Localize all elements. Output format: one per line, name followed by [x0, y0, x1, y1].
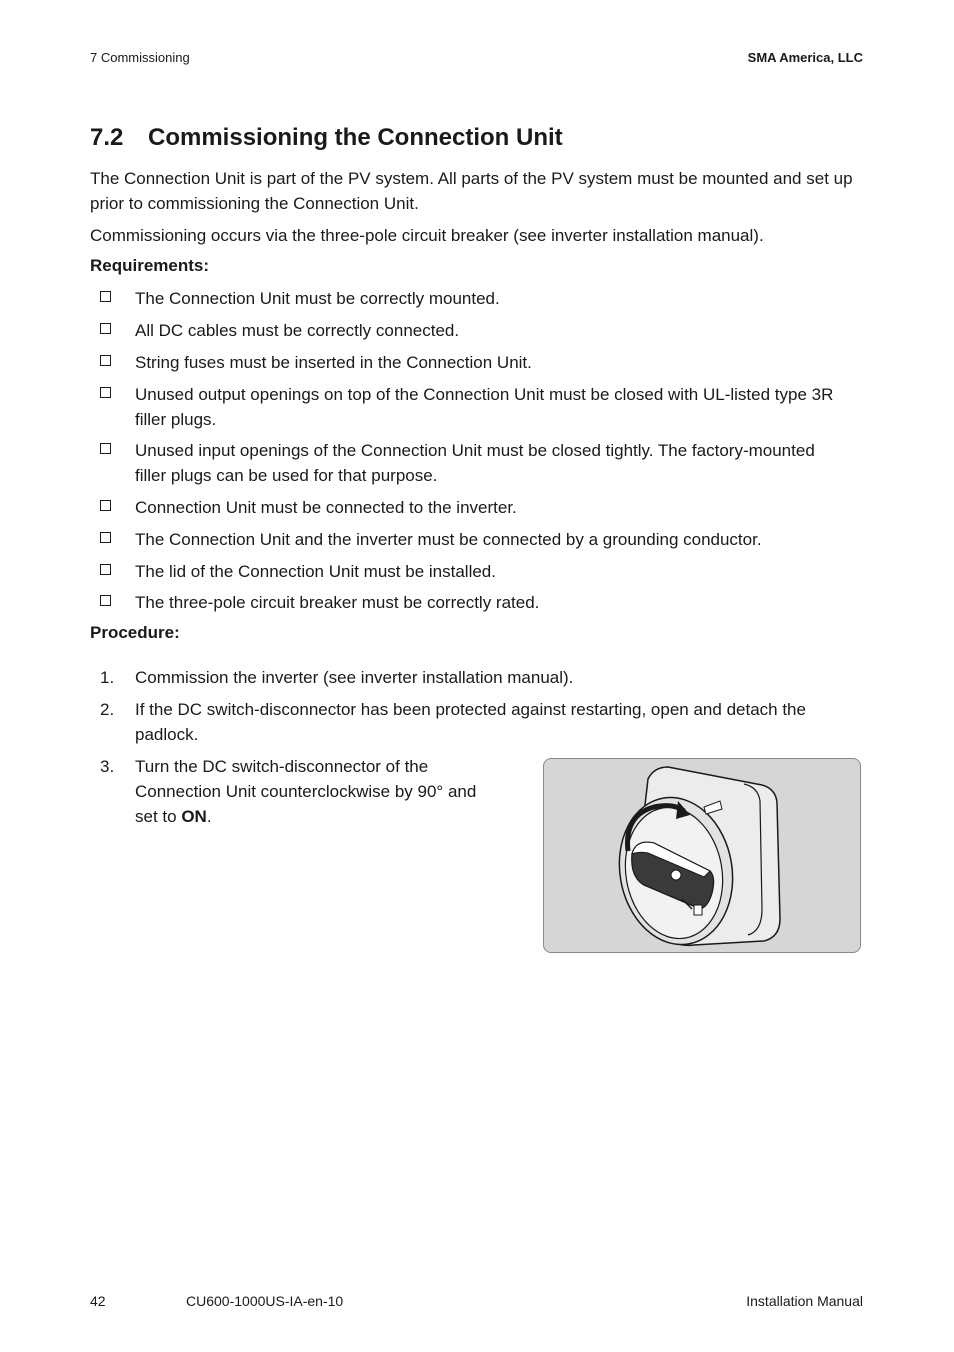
requirement-text: All DC cables must be correctly connected.	[135, 321, 460, 340]
step-text: Commission the inverter (see inverter installation manual).	[135, 668, 574, 687]
step-number: 2.	[100, 700, 115, 719]
procedure-step	[100, 697, 840, 747]
checkbox-icon	[100, 595, 111, 606]
footer-page-number: 42	[90, 1293, 106, 1309]
requirement-text: Connection Unit must be connected to the inverter.	[135, 498, 517, 517]
intro-paragraph-2: Commissioning occurs via the three-pole circuit breaker (see inverter installation manual).	[90, 226, 764, 245]
requirements-heading: Requirements:	[90, 256, 210, 275]
requirement-text: The Connection Unit must be correctly mounted.	[135, 289, 500, 308]
checkbox-icon	[100, 532, 111, 543]
step-number: 1.	[100, 668, 115, 687]
footer-manual-title: Installation Manual	[746, 1293, 863, 1309]
section-title-text: Commissioning the Connection Unit	[148, 124, 563, 151]
procedure-step	[100, 754, 500, 829]
requirement-text: Unused output openings on top of the Connection Unit must be closed with UL-listed type 3R filler plugs.	[135, 385, 834, 429]
checkbox-icon	[100, 564, 111, 575]
step-text: If the DC switch-disconnector has been protected against restarting, open and detach the padlock.	[135, 700, 806, 744]
checkbox-icon	[100, 387, 111, 398]
switch-illustration	[543, 758, 861, 953]
requirement-text: Unused input openings of the Connection Unit must be closed tightly. The factory-mounted filler plugs can be used for that purpose.	[135, 441, 815, 485]
requirement-item	[100, 382, 840, 432]
requirement-text: The lid of the Connection Unit must be installed.	[135, 562, 496, 581]
section-title	[90, 124, 563, 152]
intro-paragraph-1: The Connection Unit is part of the PV system. All parts of the PV system must be mounted and set up prior to commissioning the Connection Unit.	[90, 169, 853, 213]
checkbox-icon	[100, 355, 111, 366]
checkbox-icon	[100, 443, 111, 454]
requirement-item	[100, 590, 840, 615]
step-text-part: .	[206, 807, 212, 826]
requirement-item	[100, 438, 840, 488]
procedure-heading: Procedure:	[90, 623, 180, 642]
step-number: 3.	[100, 757, 115, 776]
requirement-item	[100, 350, 840, 375]
step-text	[135, 754, 500, 829]
requirement-text: The Connection Unit and the inverter must be connected by a grounding conductor.	[135, 530, 762, 549]
step-text-bold: ON	[181, 807, 207, 826]
footer-doc-id: CU600-1000US-IA-en-10	[186, 1293, 344, 1309]
step-text-part: Turn the DC switch-disconnector of the Connection Unit counterclockwise by 90° and set to	[135, 757, 477, 826]
requirement-text: The three-pole circuit breaker must be correctly rated.	[135, 593, 540, 612]
requirement-item	[100, 527, 840, 552]
running-header-company: SMA America, LLC	[747, 50, 863, 65]
procedure-step	[100, 665, 840, 690]
checkbox-icon	[100, 291, 111, 302]
running-header-chapter: 7 Commissioning	[90, 50, 190, 65]
checkbox-icon	[100, 500, 111, 511]
requirement-item	[100, 286, 840, 311]
switch-handle-hole	[671, 870, 681, 880]
requirement-text: String fuses must be inserted in the Connection Unit.	[135, 353, 532, 372]
rotary-switch-drawing	[544, 759, 859, 951]
checkbox-icon	[100, 323, 111, 334]
on-off-marker	[694, 905, 702, 915]
requirement-item	[100, 318, 840, 343]
section-number: 7.2	[90, 124, 124, 151]
requirement-item	[100, 559, 840, 584]
requirement-item	[100, 495, 840, 520]
